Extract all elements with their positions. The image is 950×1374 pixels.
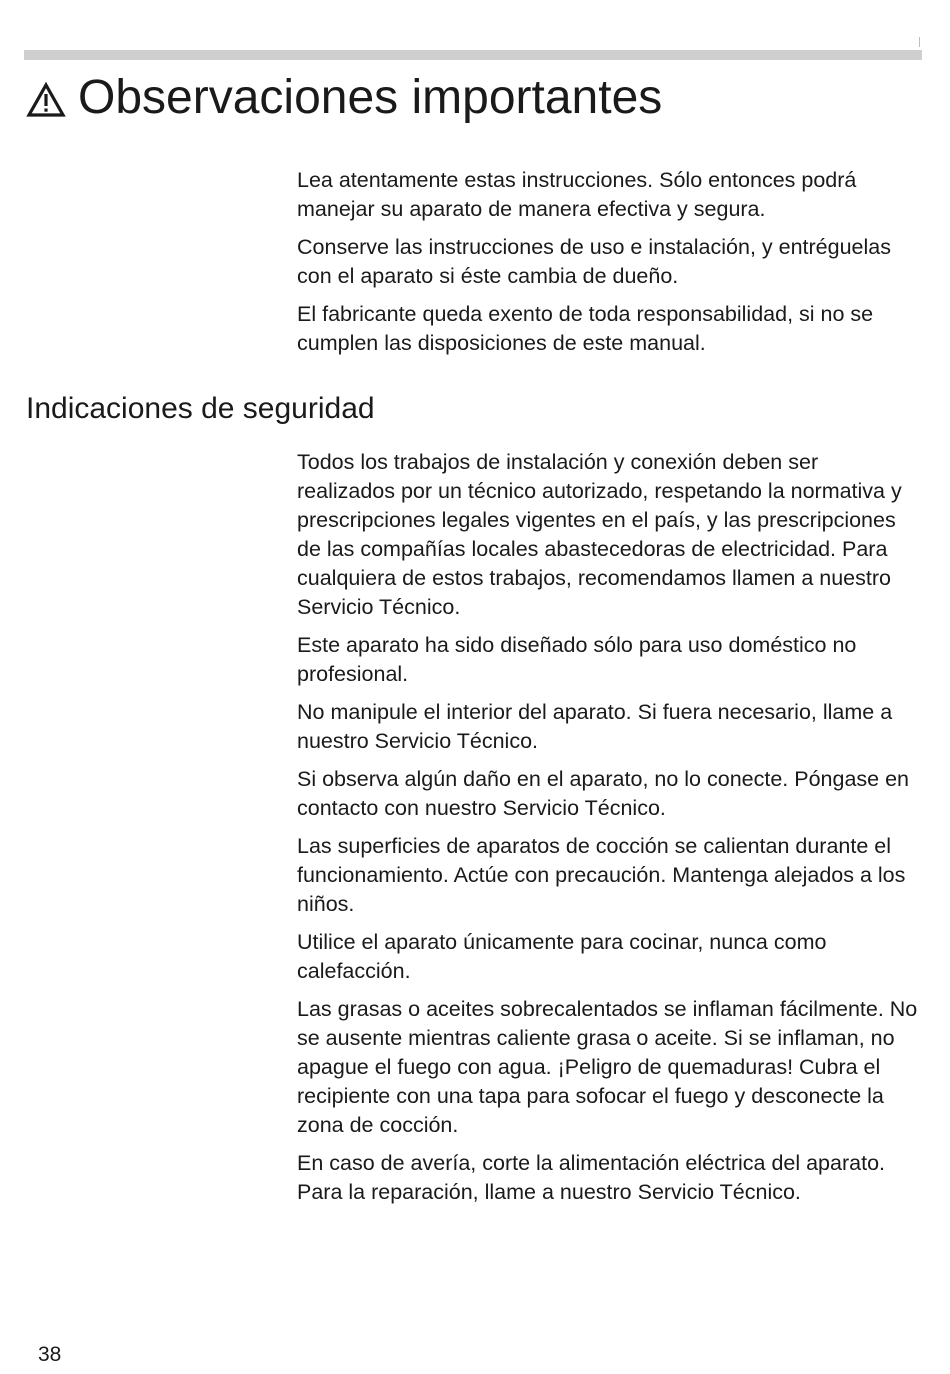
safety-paragraph: No manipule el interior del aparato. Si fuera necesario, llame a nuestro Servicio Técnico. [297,700,893,753]
corner-mark [919,37,920,47]
page-number: 38 [38,1343,62,1366]
intro-paragraph: Lea atentamente estas instrucciones. Sólo entonces podrá manejar su aparato de manera efectiva y segura. [297,168,857,221]
safety-paragraph: Este aparato ha sido diseñado sólo para uso doméstico no profesional. [297,633,857,686]
intro-section [297,166,922,367]
warning-triangle-icon [26,82,66,118]
safety-paragraph: En caso de avería, corte la alimentación eléctrica del aparato. Para la reparación, llame a nuestro Servicio Técnico. [297,1151,885,1204]
section-title-safety: Indicaciones de seguridad [26,392,375,425]
page-title [26,70,662,126]
safety-paragraph: Las grasas o aceites sobrecalentados se inflaman fácilmente. No se ausente mientras caliente grasa o aceite. Si se inflaman, no apague el fuego con agua. ¡Peligro de quemaduras! Cubra el recipiente con una tapa para sofocar el fuego y desconecte la zona de cocción. [297,997,918,1137]
safety-paragraph: Todos los trabajos de instalación y conexión deben ser realizados por un técnico autorizado, respetando la normativa y prescripciones legales vigentes en el país, y las prescripciones de las compañías locales abastecedoras de electricidad. Para cualquiera de estos trabajos, recomendamos llamen a nuestro Servicio Técnico. [297,450,902,619]
header-rule [24,50,922,60]
safety-paragraph: Las superficies de aparatos de cocción se calientan durante el funcionamiento. Actúe con precaución. Mantenga alejados a los niños. [297,834,906,916]
intro-paragraph: Conserve las instrucciones de uso e instalación, y entréguelas con el aparato si éste cambia de dueño. [297,235,891,288]
intro-paragraph: El fabricante queda exento de toda responsabilidad, si no se cumplen las disposiciones de este manual. [297,302,874,355]
safety-paragraph: Utilice el aparato únicamente para cocinar, nunca como calefacción. [297,930,827,983]
page-title-text: Observaciones importantes [78,71,663,124]
safety-section [297,448,922,1216]
safety-paragraph: Si observa algún daño en el aparato, no lo conecte. Póngase en contacto con nuestro Servicio Técnico. [297,767,910,820]
